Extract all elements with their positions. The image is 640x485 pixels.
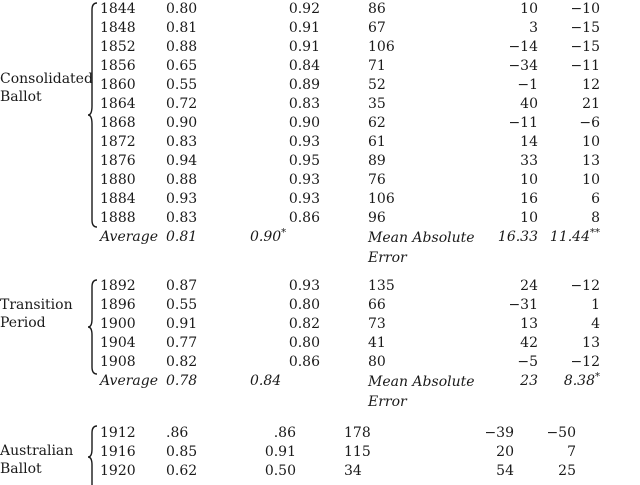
spacer-cell [320, 171, 368, 190]
cell-e: 7 [567, 444, 576, 460]
cell-a: 0.91 [166, 316, 198, 332]
cell-year: 1896 [100, 297, 136, 313]
cell-d: −1 [517, 77, 538, 93]
table-row [100, 443, 576, 462]
spacer-cell [320, 0, 368, 19]
spacer-cell [296, 424, 344, 443]
cell-e: 21 [582, 96, 600, 112]
cell-e: 13 [582, 153, 600, 169]
cell-b: 0.86 [288, 354, 320, 370]
cell-e: 1 [591, 297, 600, 313]
cell-c: 76 [368, 172, 386, 188]
significance-mark: * [281, 227, 287, 239]
cell-d: 3 [529, 20, 538, 36]
spacer-cell [320, 57, 368, 76]
summary-a [166, 372, 226, 412]
summary-a [166, 228, 226, 268]
cell-c: 80 [368, 354, 386, 370]
summary-metric-label [368, 372, 486, 412]
spacer-cell [296, 462, 344, 481]
cell-a: 0.87 [166, 278, 198, 294]
cell-d: −5 [517, 354, 538, 370]
cell-e: −15 [570, 20, 600, 36]
cell-e: −10 [570, 1, 600, 17]
cell-e: 10 [582, 134, 600, 150]
cell-e: −50 [546, 425, 576, 441]
cell-year: 1852 [100, 39, 136, 55]
cell-b: 0.89 [288, 77, 320, 93]
cell-year: 1844 [100, 1, 136, 17]
summary-label-value: Average [100, 373, 159, 389]
cell-e: 8 [591, 210, 600, 226]
cell-c: 106 [368, 39, 395, 55]
group-label-line: Australian [0, 443, 74, 459]
summary-d-value: 16.33 [497, 229, 538, 245]
summary-e [538, 372, 600, 412]
table-australian [100, 424, 576, 481]
cell-d: 10 [520, 210, 538, 226]
spacer-cell [320, 315, 368, 334]
cell-a: 0.83 [166, 134, 198, 150]
cell-e: 10 [582, 172, 600, 188]
table-row [100, 133, 600, 152]
cell-e: −12 [570, 278, 600, 294]
spacer-cell [320, 296, 368, 315]
cell-year: 1872 [100, 134, 136, 150]
group-label-consolidated [0, 70, 93, 106]
cell-c: 34 [344, 463, 362, 479]
cell-d: 40 [520, 96, 538, 112]
cell-c: 66 [368, 297, 386, 313]
cell-c: 35 [368, 96, 386, 112]
table-row [100, 334, 600, 353]
cell-e: 12 [582, 77, 600, 93]
cell-c: 62 [368, 115, 386, 131]
spacer-cell [320, 353, 368, 372]
spacer-cell [320, 38, 368, 57]
cell-a: 0.55 [166, 297, 198, 313]
group-label-line: Ballot [0, 461, 42, 477]
cell-c: 89 [368, 153, 386, 169]
cell-c: 106 [368, 191, 395, 207]
cell-d: −34 [508, 58, 538, 74]
cell-c: 71 [368, 58, 386, 74]
summary-metric-label [368, 228, 486, 268]
summary-a-value: 0.78 [166, 373, 198, 389]
cell-d: 42 [520, 335, 538, 351]
table-transition [100, 277, 600, 412]
cell-c: 41 [368, 335, 386, 351]
cell-d: −31 [508, 297, 538, 313]
table-row [100, 38, 600, 57]
cell-year: 1880 [100, 172, 136, 188]
spacer-cell [320, 372, 368, 412]
summary-label-value: Average [100, 229, 159, 245]
cell-year: 1888 [100, 210, 136, 226]
cell-b: 0.91 [288, 20, 320, 36]
cell-year: 1912 [100, 425, 136, 441]
spacer-cell [320, 95, 368, 114]
summary-e-value: 11.44 [549, 229, 590, 245]
spacer-cell [320, 228, 368, 268]
cell-a: .86 [166, 425, 189, 441]
summary-label [100, 228, 166, 268]
cell-a: 0.55 [166, 77, 198, 93]
cell-year: 1904 [100, 335, 136, 351]
cell-a: 0.88 [166, 172, 198, 188]
cell-d: 16 [520, 191, 538, 207]
cell-b: 0.83 [288, 96, 320, 112]
cell-year: 1876 [100, 153, 136, 169]
spacer-cell [320, 76, 368, 95]
cell-a: 0.93 [166, 191, 198, 207]
cell-c: 178 [344, 425, 371, 441]
table-row [100, 190, 600, 209]
cell-e: −15 [570, 39, 600, 55]
cell-d: 54 [496, 463, 514, 479]
table-row [100, 152, 600, 171]
cell-e: 6 [591, 191, 600, 207]
table-row [100, 277, 600, 296]
cell-year: 1848 [100, 20, 136, 36]
cell-year: 1884 [100, 191, 136, 207]
cell-e: −6 [579, 115, 600, 131]
cell-b: 0.86 [288, 210, 320, 226]
summary-d [486, 372, 538, 412]
cell-d: −11 [508, 115, 538, 131]
summary-e [538, 228, 600, 268]
cell-b: 0.95 [288, 153, 320, 169]
cell-c: 86 [368, 1, 386, 17]
summary-b-value: 0.90 [250, 229, 282, 245]
cell-year: 1920 [100, 463, 136, 479]
cell-a: 0.90 [166, 115, 198, 131]
cell-d: 20 [496, 444, 514, 460]
summary-d [486, 228, 538, 268]
summary-e-value: 8.38 [563, 373, 595, 389]
cell-b: 0.93 [288, 172, 320, 188]
cell-b: 0.91 [288, 39, 320, 55]
table-row [100, 424, 576, 443]
group-label-transition [0, 296, 73, 332]
spacer-cell [320, 133, 368, 152]
cell-e: 13 [582, 335, 600, 351]
cell-e: −11 [570, 58, 600, 74]
cell-c: 52 [368, 77, 386, 93]
cell-b: 0.91 [264, 444, 296, 460]
cell-year: 1892 [100, 278, 136, 294]
cell-a: 0.82 [166, 354, 198, 370]
cell-d: 10 [520, 172, 538, 188]
summary-b-value: 0.84 [250, 373, 282, 389]
cell-year: 1900 [100, 316, 136, 332]
cell-b: 0.93 [288, 191, 320, 207]
brace-consolidated [88, 2, 98, 228]
cell-year: 1908 [100, 354, 136, 370]
cell-a: 0.83 [166, 210, 198, 226]
summary-row [100, 372, 600, 412]
table-row [100, 0, 600, 19]
table-row [100, 353, 600, 372]
summary-b [226, 228, 320, 268]
cell-d: 13 [520, 316, 538, 332]
cell-d: 14 [520, 134, 538, 150]
summary-metric-label-value: Mean Absolute Error [368, 230, 475, 266]
spacer-cell [320, 114, 368, 133]
cell-d: 24 [520, 278, 538, 294]
table-row [100, 462, 576, 481]
table-consolidated [100, 0, 600, 268]
group-label-australian [0, 442, 73, 478]
table-row [100, 19, 600, 38]
group-label-line: Period [0, 315, 46, 331]
cell-year: 1868 [100, 115, 136, 131]
cell-year: 1856 [100, 58, 136, 74]
significance-mark: ** [590, 227, 600, 239]
spacer-cell [320, 19, 368, 38]
spacer-cell [320, 152, 368, 171]
spacer-cell [320, 190, 368, 209]
cell-e: 25 [558, 463, 576, 479]
summary-metric-label-value: Mean Absolute Error [368, 374, 475, 410]
cell-c: 61 [368, 134, 386, 150]
table-row [100, 209, 600, 228]
cell-d: 33 [520, 153, 538, 169]
cell-d: −14 [508, 39, 538, 55]
significance-mark: * [595, 371, 600, 383]
cell-d: −39 [484, 425, 514, 441]
summary-a-value: 0.81 [166, 229, 198, 245]
table-row [100, 95, 600, 114]
summary-b [226, 372, 320, 412]
cell-b: 0.93 [288, 134, 320, 150]
cell-b: 0.92 [288, 1, 320, 17]
cell-a: 0.62 [166, 463, 198, 479]
summary-label [100, 372, 166, 412]
group-label-line: Consolidated [0, 71, 93, 87]
cell-b: 0.80 [288, 297, 320, 313]
table-row [100, 296, 600, 315]
cell-e: −12 [570, 354, 600, 370]
cell-a: 0.65 [166, 58, 198, 74]
cell-b: 0.80 [288, 335, 320, 351]
table-row [100, 315, 600, 334]
cell-b: .86 [273, 425, 296, 441]
group-label-line: Transition [0, 297, 73, 313]
table-row [100, 57, 600, 76]
cell-a: 0.77 [166, 335, 198, 351]
brace-transition [88, 279, 98, 375]
cell-b: 0.84 [288, 58, 320, 74]
cell-c: 96 [368, 210, 386, 226]
spacer-cell [320, 334, 368, 353]
cell-b: 0.50 [264, 463, 296, 479]
cell-a: 0.72 [166, 96, 198, 112]
summary-row [100, 228, 600, 268]
cell-a: 0.80 [166, 1, 198, 17]
cell-b: 0.90 [288, 115, 320, 131]
cell-year: 1916 [100, 444, 136, 460]
cell-e: 4 [591, 316, 600, 332]
group-label-line: Ballot [0, 89, 42, 105]
spacer-cell [320, 209, 368, 228]
table-row [100, 114, 600, 133]
cell-a: 0.85 [166, 444, 198, 460]
table-row [100, 171, 600, 190]
cell-d: 10 [520, 1, 538, 17]
table-row [100, 76, 600, 95]
cell-year: 1860 [100, 77, 136, 93]
summary-d-value: 23 [520, 373, 538, 389]
spacer-cell [296, 443, 344, 462]
cell-c: 115 [344, 444, 371, 460]
cell-a: 0.94 [166, 153, 198, 169]
cell-c: 67 [368, 20, 386, 36]
cell-a: 0.81 [166, 20, 198, 36]
cell-c: 73 [368, 316, 386, 332]
cell-b: 0.82 [288, 316, 320, 332]
cell-year: 1864 [100, 96, 136, 112]
cell-a: 0.88 [166, 39, 198, 55]
brace-australian [88, 425, 98, 485]
cell-b: 0.93 [288, 278, 320, 294]
cell-c: 135 [368, 278, 395, 294]
spacer-cell [320, 277, 368, 296]
